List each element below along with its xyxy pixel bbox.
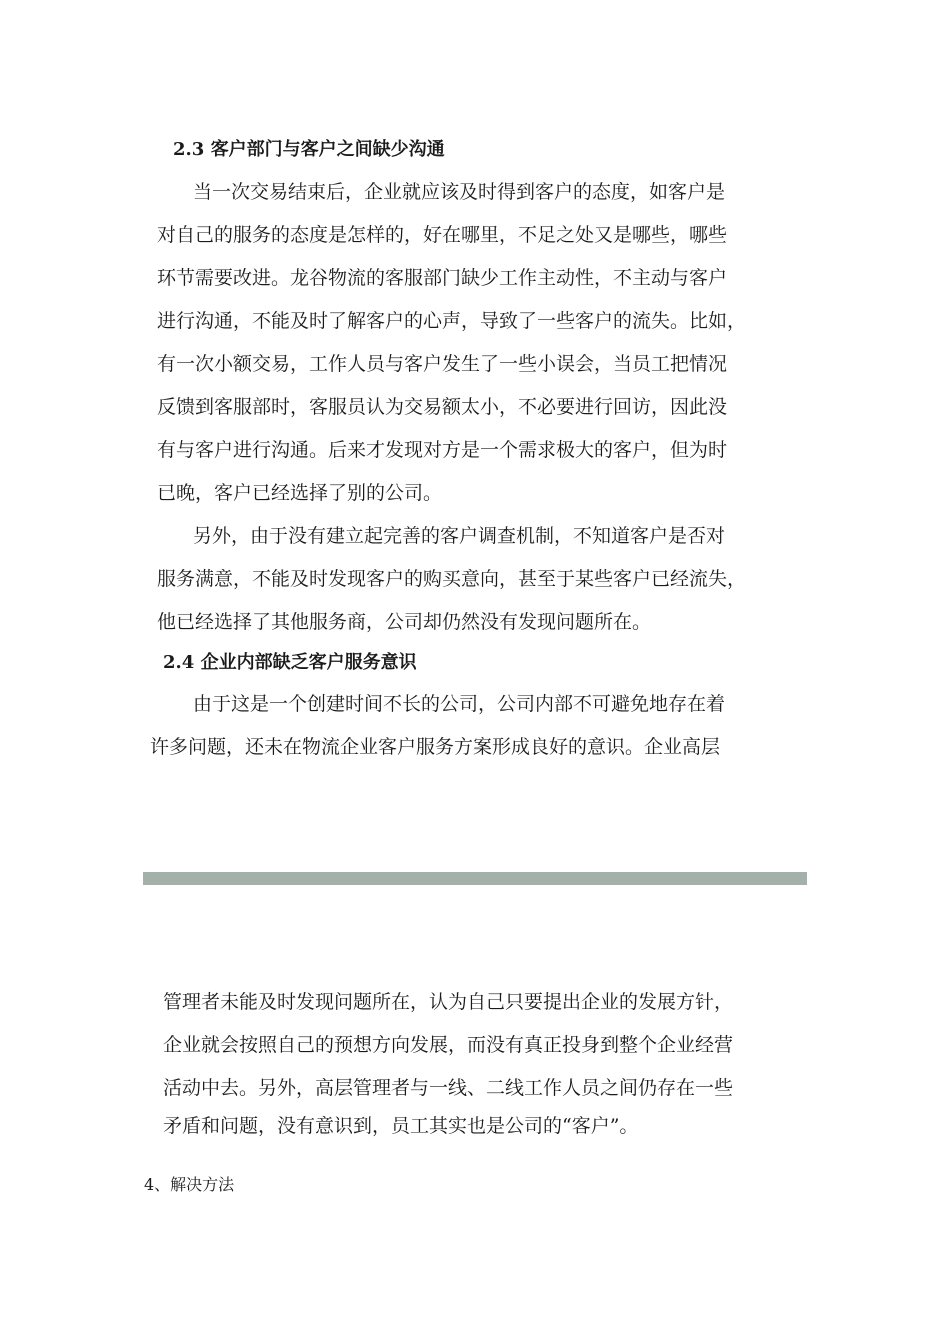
section-heading-4: 4、解决方法 (144, 1175, 235, 1194)
paragraph-line: 企业就会按照自己的预想方向发展，而没有真正投身到整个企业经营 (163, 1034, 734, 1056)
section-heading-2-4: 2.4 企业内部缺乏客户服务意识 (163, 652, 417, 673)
paragraph-line: 当一次交易结束后，企业就应该及时得到客户的态度，如客户是 (193, 181, 726, 203)
paragraph-line: 矛盾和问题，没有意识到，员工其实也是公司的“客户”。 (163, 1115, 639, 1137)
paragraph-line: 服务满意，不能及时发现客户的购买意向，甚至于某些客户已经流失， (157, 568, 747, 590)
paragraph-line: 他已经选择了其他服务商，公司却仍然没有发现问题所在。 (157, 611, 652, 633)
paragraph-line: 活动中去。另外，高层管理者与一线、二线工作人员之间仍存在一些 (163, 1077, 734, 1099)
page-divider (143, 872, 807, 885)
paragraph-line: 环节需要改进。龙谷物流的客服部门缺少工作主动性，不主动与客户 (157, 267, 728, 289)
paragraph-line: 反馈到客服部时，客服员认为交易额太小，不必要进行回访，因此没 (157, 396, 728, 418)
paragraph-line: 对自己的服务的态度是怎样的，好在哪里，不足之处又是哪些，哪些 (157, 224, 728, 246)
section-heading-2-3: 2.3 客户部门与客户之间缺少沟通 (173, 139, 445, 160)
paragraph-line: 已晚，客户已经选择了别的公司。 (157, 482, 443, 504)
paragraph-line: 由于这是一个创建时间不长的公司，公司内部不可避免地存在着 (193, 693, 726, 715)
paragraph-line: 有一次小额交易，工作人员与客户发生了一些小误会，当员工把情况 (157, 353, 728, 375)
paragraph-line: 另外，由于没有建立起完善的客户调查机制，不知道客户是否对 (193, 525, 726, 547)
paragraph-line: 管理者未能及时发现问题所在，认为自己只要提出企业的发展方针， (163, 991, 734, 1013)
paragraph-line: 许多问题，还未在物流企业客户服务方案形成良好的意识。企业高层 (150, 736, 721, 758)
paragraph-line: 有与客户进行沟通。后来才发现对方是一个需求极大的客户，但为时 (157, 439, 728, 461)
paragraph-line: 进行沟通，不能及时了解客户的心声，导致了一些客户的流失。比如， (157, 310, 747, 332)
